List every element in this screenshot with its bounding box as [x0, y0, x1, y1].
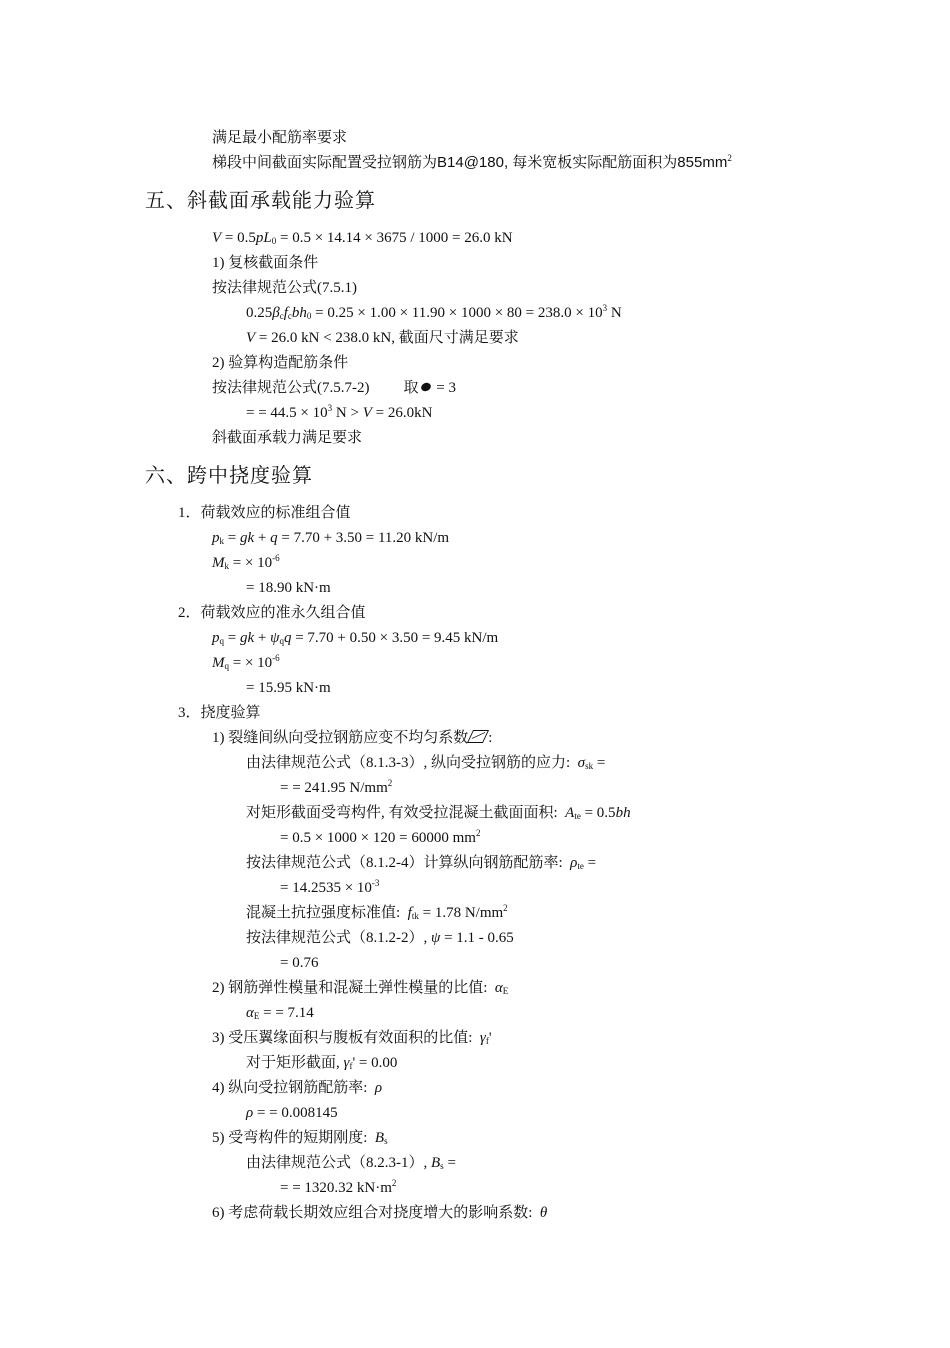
reinforcement-ratio-value: = $14.2535 \times 10^{-3}$ — [280, 878, 380, 896]
shear-force-line: $V = 0.5pL_0 = 0.5 \times 14.14 \times 3675 / 1000 = 26.0$ kN — [212, 230, 513, 246]
steel-ratio-value: ρ = = 0.008145 — [246, 1105, 338, 1121]
long-term-factor-item: 6) 考虑荷载长期效应组合对挠度增大的影响系数: θ — [212, 1205, 548, 1221]
flange-ratio-value: 对于矩形截面, $\gamma_f' = 0.00$ — [246, 1055, 398, 1071]
psi-formula-line: 按法律规范公式（8.1.2-2）, ψ = 1.1 - 0.65 — [246, 930, 514, 946]
construct-capacity-eq: = = $44.5 \times 10^3$ N > V = 26.0kN — [246, 403, 433, 421]
steel-ratio-item: 4) 纵向受拉钢筋配筋率: ρ — [212, 1080, 383, 1096]
shear-capacity-ok: 斜截面承载力满足要求 — [212, 430, 363, 446]
actual-reinforcement-line: 梯段中间截面实际配置受拉钢筋为B14@180, 每米宽板实际配筋面积为$855mm^2$ — [212, 153, 732, 171]
psi-value: = 0.76 — [280, 955, 319, 971]
strain-coefficient-item: 1) 裂缝间纵向受拉钢筋应变不均匀系数 : — [212, 730, 493, 746]
flange-ratio-item: 3) 受压翼缘面积与腹板有效面积的比值: $\gamma_f'$ — [212, 1030, 492, 1046]
formula-ref-7572: 按法律规范公式(7.5.7-2) 取 = 3 — [212, 380, 456, 396]
mk-value: = 18.90 kN·m — [246, 580, 331, 596]
pk-line: $p_k$ = gk + q = 7.70 + 3.50 = 11.20 kN/m — [212, 530, 450, 546]
short-stiffness-value: = = 1320.32 $kN\cdot m^2$ — [280, 1178, 397, 1196]
formula-ref-751: 按法律规范公式(7.5.1) — [212, 280, 357, 296]
min-reinforcement-note: 满足最小配筋率要求 — [212, 130, 348, 146]
section-6-heading: 六、跨中挠度验算 — [145, 465, 313, 487]
short-stiffness-formula: 由法律规范公式（8.2.3-1）, $B_s$ = — [246, 1155, 456, 1171]
effective-area-value: = 0.5 × 1000 × 120 = 60000 $mm^2$ — [280, 828, 481, 846]
deflection-title: 3．挠度验算 — [178, 705, 261, 721]
section-capacity-eq: $0.25\beta_cf_cbh_0 = 0.25 \times 1.00 \times 11.90 \times 1000 \times 80 = 238.0 \times 10^3$ N — [246, 303, 622, 321]
reinforcement-ratio-line: 按法律规范公式（8.1.2-4）计算纵向钢筋配筋率: $\rho_{te}$ = — [246, 855, 597, 871]
standard-combination-title: 1．荷载效应的标准组合值 — [178, 505, 351, 521]
steel-stress-value: = = 241.95 $N/mm^2$ — [280, 778, 393, 796]
modulus-ratio-value: $\alpha_E$ = = 7.14 — [246, 1005, 314, 1021]
check-construct-condition: 2) 验算构造配筋条件 — [212, 355, 349, 371]
effective-area-line: 对矩形截面受弯构件, 有效受拉混凝土截面面积: $A_{te} = 0.5bh$ — [246, 805, 631, 821]
mq-line: $M_q$ = × $10^{-6}$ — [212, 653, 280, 671]
mk-line: $M_k$ = × $10^{-6}$ — [212, 553, 280, 571]
pq-line: $p_q$ = gk + $\psi_qq = 7.70 + 0.50 \times 3.50 = 9.45$ kN/m — [212, 630, 499, 646]
modulus-ratio-item: 2) 钢筋弹性模量和混凝土弹性模量的比值: $\alpha_E$ — [212, 980, 509, 996]
lambda-symbol-icon — [419, 381, 431, 392]
steel-stress-line: 由法律规范公式（8.1.3-3）, 纵向受拉钢筋的应力: $\sigma_{sk}$ = — [246, 755, 606, 771]
check-section-condition: 1) 复核截面条件 — [212, 255, 319, 271]
psi-symbol-icon — [467, 730, 489, 743]
mq-value: = 15.95 kN·m — [246, 680, 331, 696]
tensile-strength-line: 混凝土抗拉强度标准值: $f_{tk} = 1.78$ $N/mm^2$ — [246, 903, 508, 921]
short-stiffness-item: 5) 受弯构件的短期刚度: $B_s$ — [212, 1130, 388, 1146]
section-size-ok: V = 26.0 kN < 238.0 kN, 截面尺寸满足要求 — [246, 330, 519, 346]
quasi-permanent-title: 2．荷载效应的准永久组合值 — [178, 605, 366, 621]
section-5-heading: 五、斜截面承载能力验算 — [145, 190, 376, 212]
